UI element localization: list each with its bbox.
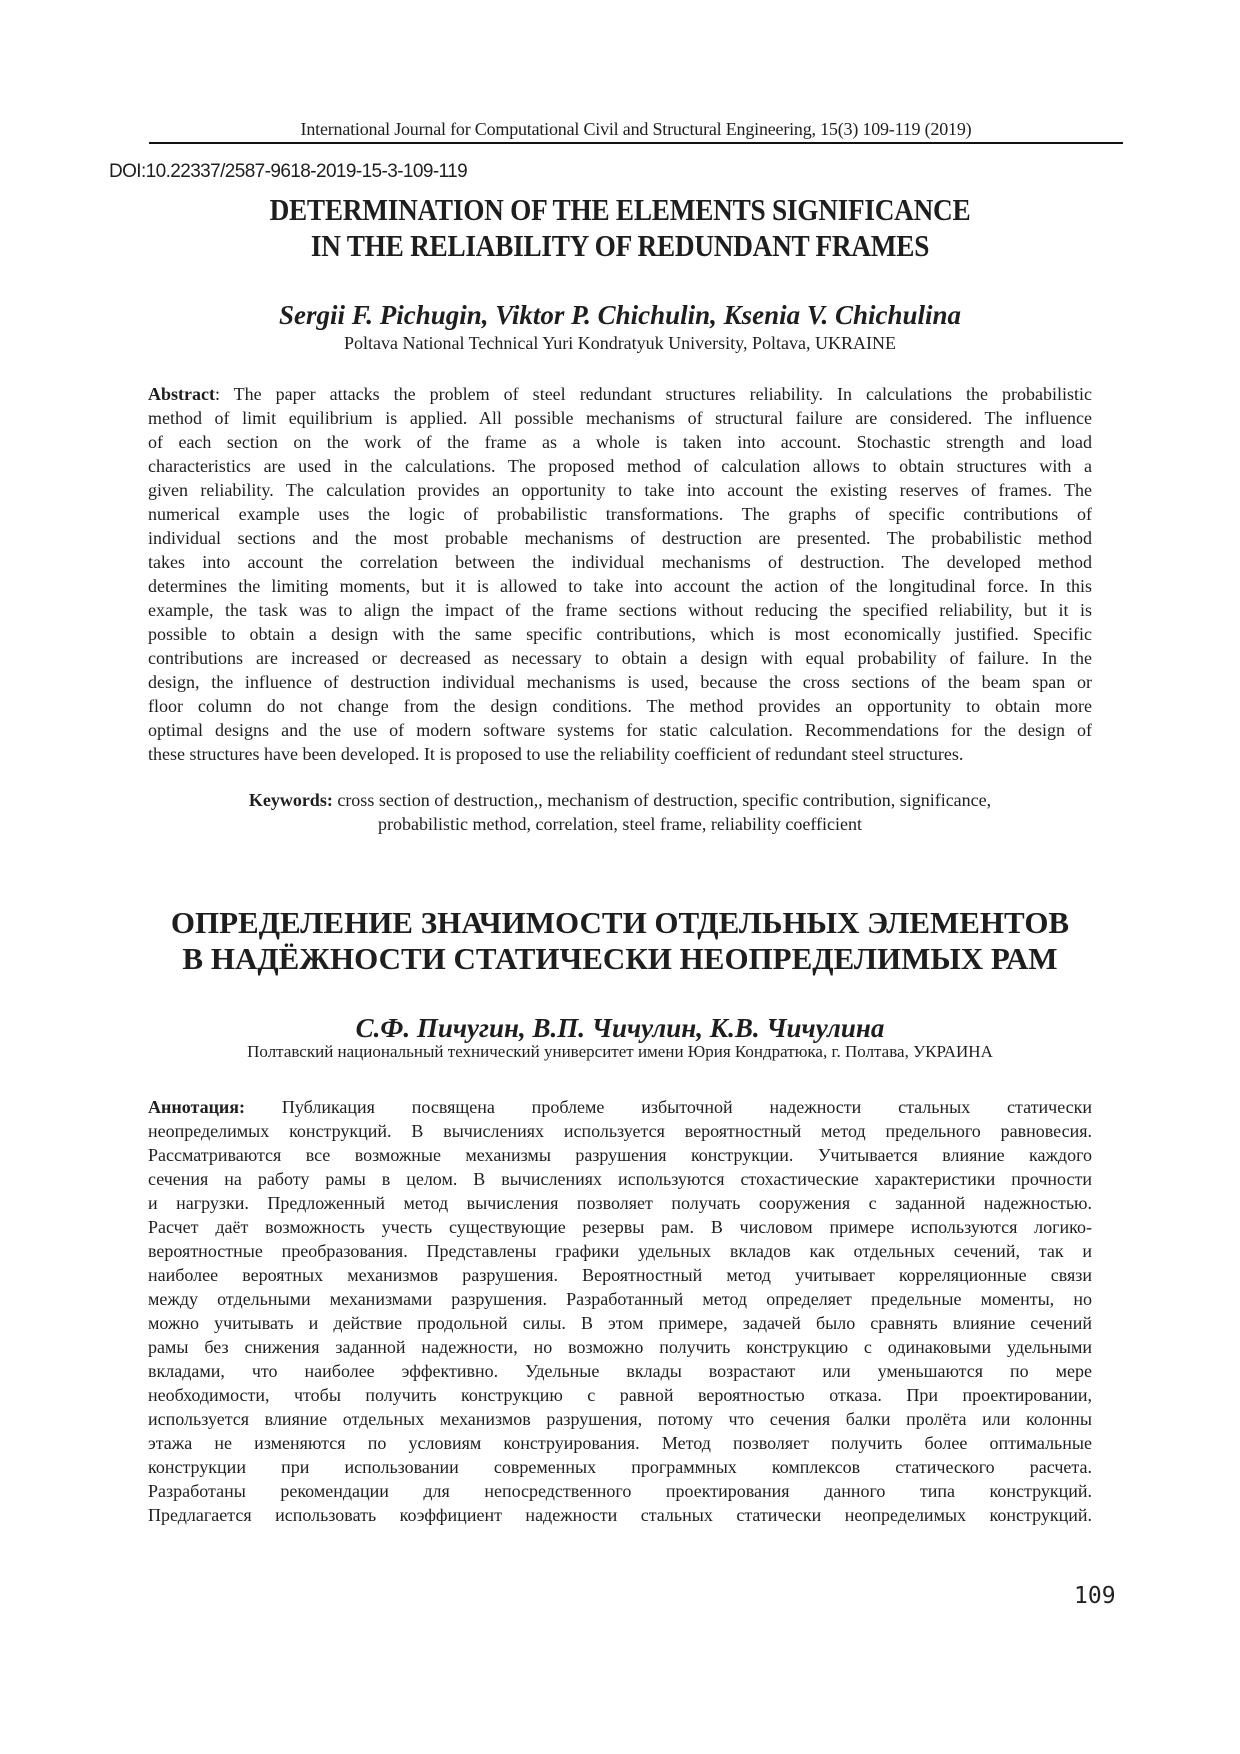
title-line: IN THE RELIABILITY OF REDUNDANT FRAMES (310, 228, 930, 263)
text-line (148, 670, 1092, 694)
journal-header: International Journal for Computational Civil and Structural Engineering, 15(3) 109-119 (2019) (300, 119, 972, 139)
text-line (148, 1359, 1092, 1383)
text-line-content: и нагрузки. Предложенный метод вычисления позволяет получать сооружения с заданной надежностью. (148, 1193, 1092, 1213)
affiliation-en: Poltava National Technical Yuri Kondratyuk University, Poltava, UKRAINE (344, 333, 896, 353)
text-line (148, 430, 1092, 454)
text-line-content: сечения на работу рамы в целом. В вычислениях используются стохастические характеристики прочности (148, 1169, 1092, 1189)
text-line (148, 406, 1092, 430)
text-line-content: determines the limiting moments, but it is allowed to take into account the action of the longitudinal force. In this (148, 576, 1092, 596)
section-label: Аннотация: (148, 1097, 246, 1117)
text-line-content: необходимости, чтобы получить конструкцию с равной вероятностью отказа. При проектировании, (148, 1385, 1092, 1405)
text-line-content: optimal designs and the use of modern software systems for static calculation. Recommendations for the design of (148, 720, 1092, 740)
title-line: ОПРЕДЕЛЕНИЕ ЗНАЧИМОСТИ ОТДЕЛЬНЫХ ЭЛЕМЕНТОВ (170, 905, 1070, 940)
text-line-content: possible to obtain a design with the same specific contributions, which is most economically justified. Specific (148, 624, 1092, 644)
text-line (148, 1503, 1092, 1527)
title-line: DETERMINATION OF THE ELEMENTS SIGNIFICANCE (269, 192, 971, 227)
text-line-content: of each section on the work of the frame as a whole is taken into account. Stochastic strength and load (148, 432, 1092, 452)
text-line (148, 1143, 1092, 1167)
text-line-content: Рассматриваются все возможные механизмы разрушения конструкции. Учитывается влияние каждого (148, 1145, 1092, 1165)
text-line-content: между отдельными механизмами разрушения. Разработанный метод определяет предельные моменты, но (148, 1289, 1092, 1309)
text-line (148, 526, 1092, 550)
text-line-content: contributions are increased or decreased as necessary to obtain a design with equal probability of failure. In the (148, 648, 1092, 668)
paper-title-ru (0, 905, 1240, 977)
authors-ru: С.Ф. Пичугин, В.П. Чичулин, К.В. Чичулина (355, 1013, 885, 1043)
text-line-content: method of limit equilibrium is applied. All possible mechanisms of structural failure are considered. The influence (148, 408, 1092, 428)
text-line-content: example, the task was to align the impact of the frame sections without reducing the specified reliability, but it is (148, 600, 1092, 620)
paper-title-en (0, 192, 1240, 264)
doi: DOI:10.22337/2587-9618-2019-15-3-109-119 (109, 161, 468, 182)
authors-en: Sergii F. Pichugin, Viktor P. Chichulin, Ksenia V. Chichulina (278, 300, 962, 330)
text-line-content: рамы без снижения заданной надежности, но возможно получить конструкцию с одинаковыми удельными (148, 1337, 1092, 1357)
text-line (148, 742, 1092, 766)
abstract (148, 382, 1092, 766)
text-line (148, 1263, 1092, 1287)
annotation-ru (148, 1095, 1092, 1527)
text-line-content: вкладами, что наиболее эффективно. Удельные вклады возрастают или уменьшаются по мере (148, 1361, 1092, 1381)
section-label: Abstract (148, 384, 215, 404)
text-line (148, 550, 1092, 574)
text-line (148, 1431, 1092, 1455)
text-line (148, 1287, 1092, 1311)
text-line (148, 502, 1092, 526)
text-line (148, 1167, 1092, 1191)
text-line-content: используется влияние отдельных механизмов разрушения, потому что сечения балки пролёта или колонны (148, 1409, 1092, 1429)
text-line (148, 478, 1092, 502)
text-line-content: takes into account the correlation between the individual mechanisms of destruction. The developed method (148, 552, 1092, 572)
text-line-content: individual sections and the most probable mechanisms of destruction are presented. The probabilistic method (148, 528, 1092, 548)
text-line (148, 1239, 1092, 1263)
text-line (148, 646, 1092, 670)
keywords-text: probabilistic method, correlation, steel frame, reliability coefficient (378, 814, 862, 834)
text-line (148, 1311, 1092, 1335)
text-line-content: этажа не изменяются по условиям конструирования. Метод позволяет получить более оптимальные (148, 1433, 1092, 1453)
affiliation-ru: Полтавский национальный технический университет имени Юрия Кондратюка, г. Полтава, УКРАИНА (247, 1042, 993, 1061)
text-line-content: наиболее вероятных механизмов разрушения. Вероятностный метод учитывает корреляционные связи (148, 1265, 1092, 1285)
text-line (148, 622, 1092, 646)
text-line-content: Расчет даёт возможность учесть существующие резервы рам. В числовом примере используются логико- (148, 1217, 1092, 1237)
text-line (148, 1383, 1092, 1407)
text-line (148, 382, 1092, 406)
text-line (148, 1407, 1092, 1431)
text-line-content: characteristics are used in the calculations. The proposed method of calculation allows to obtain structures with a (148, 456, 1092, 476)
text-line (148, 454, 1092, 478)
text-line (148, 1455, 1092, 1479)
text-line-content: Предлагается использовать коэффициент надежности стальных статически неопределимых конструкций. (148, 1505, 1092, 1525)
text-line (148, 1095, 1092, 1119)
text-line (148, 1215, 1092, 1239)
text-line-content: вероятностные преобразования. Представлены графики удельных вкладов как отдельных сечений, так и (148, 1241, 1092, 1261)
text-line-content: numerical example uses the logic of probabilistic transformations. The graphs of specific contributions of (148, 504, 1092, 524)
keywords-text: cross section of destruction,, mechanism of destruction, specific contribution, significance, (332, 790, 992, 810)
title-line: В НАДЁЖНОСТИ СТАТИЧЕСКИ НЕОПРЕДЕЛИМЫХ РАМ (182, 941, 1058, 976)
text-line-content: конструкции при использовании современных программных комплексов статического расчета. (148, 1457, 1092, 1477)
text-line (148, 574, 1092, 598)
header-rule (149, 142, 1123, 144)
text-line-content: : The paper attacks the problem of steel redundant structures reliability. In calculations the probabilistic (214, 384, 1092, 404)
text-line-content: these structures have been developed. It is proposed to use the reliability coefficient of redundant steel structures. (148, 744, 964, 764)
text-line-content: Публикация посвящена проблеме избыточной надежности стальных статически (245, 1097, 1092, 1117)
text-line (148, 694, 1092, 718)
text-line (148, 598, 1092, 622)
keywords-label: Keywords: (248, 790, 333, 810)
text-line (148, 1479, 1092, 1503)
text-line-content: неопределимых конструкций. В вычислениях используется вероятностный метод предельного равновесия. (148, 1121, 1092, 1141)
text-line (148, 1119, 1092, 1143)
text-line-content: можно учитывать и действие продольной силы. В этом примере, задачей было сравнять влияние сечений (148, 1313, 1092, 1333)
text-line-content: given reliability. The calculation provides an opportunity to take into account the existing reserves of frames. The (148, 480, 1092, 500)
text-line-content: Разработаны рекомендации для непосредственного проектирования данного типа конструкций. (148, 1481, 1092, 1501)
text-line-content: floor column do not change from the design conditions. The method provides an opportunity to obtain more (148, 696, 1092, 716)
text-line (148, 1191, 1092, 1215)
keywords (148, 788, 1092, 836)
page-number: 109 (1074, 1583, 1116, 1609)
text-line (148, 718, 1092, 742)
text-line-content: design, the influence of destruction individual mechanisms is used, because the cross sections of the beam span or (148, 672, 1092, 692)
text-line (148, 1335, 1092, 1359)
